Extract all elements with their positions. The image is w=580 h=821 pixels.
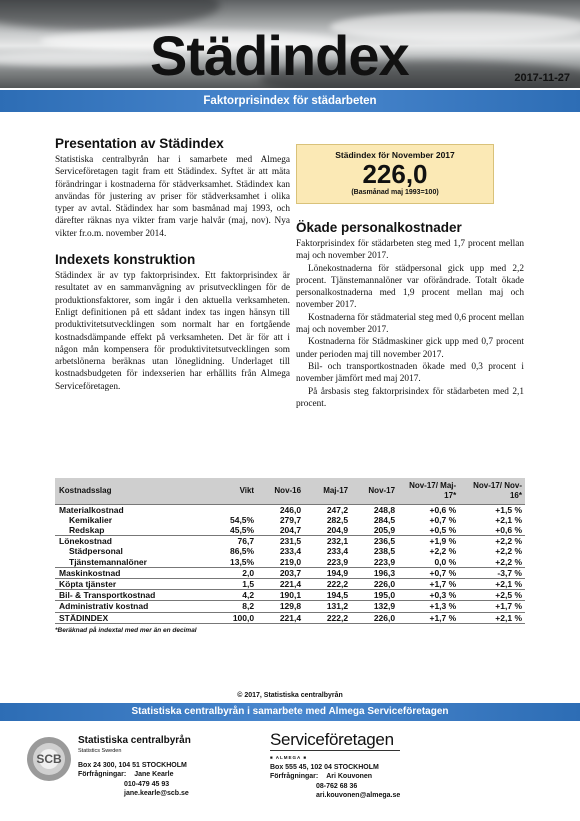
construction-text: Städindex är av typ faktorprisindex. Ett faktorprisindex är resultatet av en sammanvägning av prisutvecklingen för de produktionsfaktorer, som ingår i den aktuella verksamheten. Enligt definitionen på ett sådant index tas ingen hänsyn till produktivitetsutvecklingen som normalt har en fortgående kostnadsdämpande effekt på verksamheten. Det är för att i någon mån kompensera för produktivitetsutvecklingen som arbetslönerna beräknas utan löneglidning. Underlaget till kostnadsbudgeten för indexserien har erhållits från Almega Serviceföretagen. — [55, 271, 290, 392]
table-cell: 221,4 — [257, 612, 304, 623]
table-cell: 226,0 — [351, 578, 398, 589]
scb-contact-name: Jane Kearle — [134, 771, 174, 778]
table-cell: 13,5% — [229, 556, 255, 567]
table-cell: Köpta tjänster — [55, 578, 215, 589]
scb-contact-line — [78, 770, 191, 780]
costs-paragraph: Kostnaderna för städmaterial steg med 0,6 procent mellan maj och november 2017. — [296, 312, 524, 336]
table-cell: 204,9 — [326, 524, 349, 535]
table-cell: +0,7 % — [398, 567, 459, 578]
table-cell: STÄDINDEX — [55, 612, 215, 623]
table-cell: 222,2 — [304, 612, 351, 623]
table-row — [55, 546, 525, 556]
table-cell: 129,8 — [257, 601, 304, 612]
scb-contact-label: Förfrågningar: — [78, 771, 127, 778]
table-cell: 231,5 — [257, 536, 304, 547]
table-cell: +0,5 % — [429, 524, 457, 535]
table-cell: +2,2 % — [495, 556, 522, 567]
almega-phone: 08-762 68 36 — [316, 782, 358, 790]
copyright: © 2017, Statistiska centralbyrån — [237, 692, 343, 699]
table-cell: 132,9 — [351, 601, 398, 612]
table-cell — [215, 504, 257, 515]
table-cell: Städpersonal — [69, 546, 123, 557]
index-value: 226,0 — [362, 159, 428, 189]
subtitle-banner: Faktorprisindex för städarbeten — [0, 90, 580, 112]
almega-contact-line — [270, 772, 400, 782]
table-cell: 284,5 — [373, 514, 396, 525]
table-cell: 247,2 — [304, 504, 351, 515]
table-cell: 279,7 — [279, 514, 302, 525]
table-cell: +0,7 % — [429, 514, 457, 525]
table-cell: +1,7 % — [398, 578, 459, 589]
svg-text:SCB: SCB — [36, 752, 62, 766]
table-cell: 246,0 — [257, 504, 304, 515]
table-cell: 238,5 — [373, 546, 396, 557]
table-cell: 8,2 — [215, 601, 257, 612]
table-cell: +1,9 % — [398, 536, 459, 547]
costs-paragraph: På årsbasis steg faktorprisindex för städarbeten med 2,1 procent. — [296, 386, 524, 409]
index-value-label: Städindex för November 2017 — [335, 150, 455, 160]
table-cell: +2,2 % — [429, 546, 457, 557]
index-table-section — [55, 478, 525, 634]
table-row — [55, 515, 525, 525]
table-cell: 194,5 — [304, 590, 351, 601]
table-cell: Lönekostnad — [55, 536, 215, 547]
table-cell: 282,5 — [326, 514, 349, 525]
table-cell: 4,2 — [215, 590, 257, 601]
table-cell: +2,2 % — [495, 546, 522, 557]
table-cell: 222,2 — [304, 578, 351, 589]
table-cell: 232,1 — [304, 536, 351, 547]
table-header-cell: Nov-17/ Nov-16* — [459, 478, 525, 504]
almega-email[interactable]: ari.kouvonen@almega.se — [316, 792, 401, 799]
table-cell: Administrativ kostnad — [55, 601, 215, 612]
scb-contact — [78, 735, 191, 799]
table-cell: 1,5 — [215, 578, 257, 589]
header-photo — [0, 0, 580, 88]
table-row — [55, 578, 525, 589]
costs-paragraph: Faktorprisindex för städarbeten steg med 1,7 procent mellan maj och november 2017. — [296, 239, 524, 262]
table-cell: 233,4 — [279, 546, 302, 557]
table-cell: 54,5% — [229, 514, 255, 525]
table-row — [55, 567, 525, 578]
almega-contact-name: Ari Kouvonen — [326, 773, 373, 780]
table-row — [55, 525, 525, 536]
scb-email[interactable]: jane.kearle@scb.se — [124, 790, 189, 797]
table-cell: 226,0 — [351, 612, 398, 623]
presentation-text: Statistiska centralbyrån har i samarbete med Almega Serviceföretagen tagit fram ett Städindex. Syftet är att mäta förändringar i kostnaderna för städverksamhet. Städindex kan användas för justering av priser för städverksamhet i olika typer av avtal. Städindex har som basmånad maj 1993, och därefter räknas nya vikter fram varje halvår (maj, nov). Nya vikter fr.o.m. november 2014. — [55, 155, 290, 239]
table-header-cell: Kostnadsslag — [55, 478, 215, 504]
right-column — [296, 220, 524, 410]
table-cell: Tjänstemannalöner — [69, 556, 147, 567]
table-cell: 45,5% — [229, 524, 255, 535]
table-cell: +1,5 % — [459, 504, 525, 515]
table-cell: Bil- & Transportkostnad — [55, 590, 215, 601]
table-cell: Kemikalier — [69, 514, 112, 525]
table-row — [55, 612, 525, 623]
table-cell: 76,7 — [215, 536, 257, 547]
left-column — [55, 136, 290, 393]
table-cell: 195,0 — [351, 590, 398, 601]
table-cell: +0,6 % — [495, 524, 522, 535]
table-cell: +2,2 % — [459, 536, 525, 547]
scb-logo-icon — [25, 735, 73, 783]
table-cell: +1,7 % — [459, 601, 525, 612]
almega-address: Box 555 45, 102 04 STOCKHOLM — [270, 763, 379, 771]
index-table — [55, 478, 525, 624]
table-cell: 2,0 — [215, 567, 257, 578]
table-cell: +2,1 % — [459, 612, 525, 623]
table-row — [55, 536, 525, 547]
table-header-cell: Vikt — [215, 478, 257, 504]
table-header-cell: Nov-17 — [351, 478, 398, 504]
table-cell: 248,8 — [351, 504, 398, 515]
scb-name-en: Statistics Sweden — [78, 748, 122, 754]
almega-contact — [270, 730, 401, 801]
table-row — [55, 557, 525, 568]
table-header-cell: Nov-17/ Maj-17* — [398, 478, 459, 504]
table-cell: +0,3 % — [398, 590, 459, 601]
costs-heading: Ökade personalkostnader — [296, 220, 462, 235]
table-cell: Materialkostnad — [55, 504, 215, 515]
table-cell: 86,5% — [229, 546, 255, 557]
scb-name: Statistiska centralbyrån — [78, 735, 191, 746]
table-header-cell: Nov-16 — [257, 478, 304, 504]
table-cell: -3,7 % — [459, 567, 525, 578]
scb-phone: 010-479 45 93 — [124, 780, 170, 788]
table-cell: 219,0 — [279, 556, 302, 567]
table-cell: 190,1 — [257, 590, 304, 601]
publication-date: 2017-11-27 — [514, 72, 570, 84]
table-cell: 236,5 — [351, 536, 398, 547]
table-cell: 205,9 — [373, 524, 396, 535]
table-footnote: *Beräknad på indextal med mer än en decimal — [55, 626, 197, 634]
table-cell: Maskinkostnad — [55, 567, 215, 578]
table-header-row — [55, 478, 525, 504]
presentation-heading: Presentation av Städindex — [55, 136, 224, 151]
table-body — [55, 504, 525, 623]
table-cell: 221,4 — [257, 578, 304, 589]
table-cell: 233,4 — [326, 546, 349, 557]
construction-heading: Indexets konstruktion — [55, 252, 196, 268]
table-cell: +1,3 % — [398, 601, 459, 612]
table-cell: +1,7 % — [398, 612, 459, 623]
table-row — [55, 504, 525, 515]
index-value-box — [296, 144, 494, 204]
scb-address: Box 24 300, 104 51 STOCKHOLM — [78, 761, 187, 769]
table-cell: 0,0 % — [434, 556, 457, 567]
table-cell: 194,9 — [304, 567, 351, 578]
footer-banner: Statistiska centralbyrån i samarbete med Almega Serviceföretagen — [0, 703, 580, 721]
table-cell: 223,9 — [373, 556, 396, 567]
costs-paragraph: Kostnaderna för Städmaskiner gick upp med 0,7 procent under perioden maj till november 2017. — [296, 337, 524, 360]
table-cell: 203,7 — [257, 567, 304, 578]
costs-paragraph: Bil- och transportkostnaden ökade med 0,3 procent i november jämfört med maj 2017. — [296, 361, 524, 385]
almega-tagline: ■ ALMEGA ■ — [270, 755, 308, 760]
table-cell: 131,2 — [304, 601, 351, 612]
table-cell: +2,5 % — [459, 590, 525, 601]
table-cell: Redskap — [69, 524, 105, 535]
table-cell: 196,3 — [351, 567, 398, 578]
almega-contact-label: Förfrågningar: — [270, 773, 319, 780]
page-title: Städindex — [150, 24, 409, 87]
table-cell: 100,0 — [215, 612, 257, 623]
almega-logo-name: Serviceföretagen — [270, 730, 394, 749]
index-base-note: (Basmånad maj 1993=100) — [351, 189, 439, 196]
costs-paragraph: Lönekostnaderna för städpersonal gick upp med 2,2 procent. Tjänstemannalöner var oförändrade. Totalt ökade personalkostnaderna med 1,9 procent mellan maj och november 2017. — [296, 263, 524, 311]
almega-logo-line — [270, 750, 400, 751]
table-row — [55, 590, 525, 601]
table-header-cell: Maj-17 — [304, 478, 351, 504]
table-cell: 223,9 — [326, 556, 349, 567]
table-row — [55, 601, 525, 612]
table-cell: +2,1 % — [495, 514, 522, 525]
table-cell: +0,6 % — [398, 504, 459, 515]
table-cell: 204,7 — [279, 524, 302, 535]
table-cell: +2,1 % — [459, 578, 525, 589]
